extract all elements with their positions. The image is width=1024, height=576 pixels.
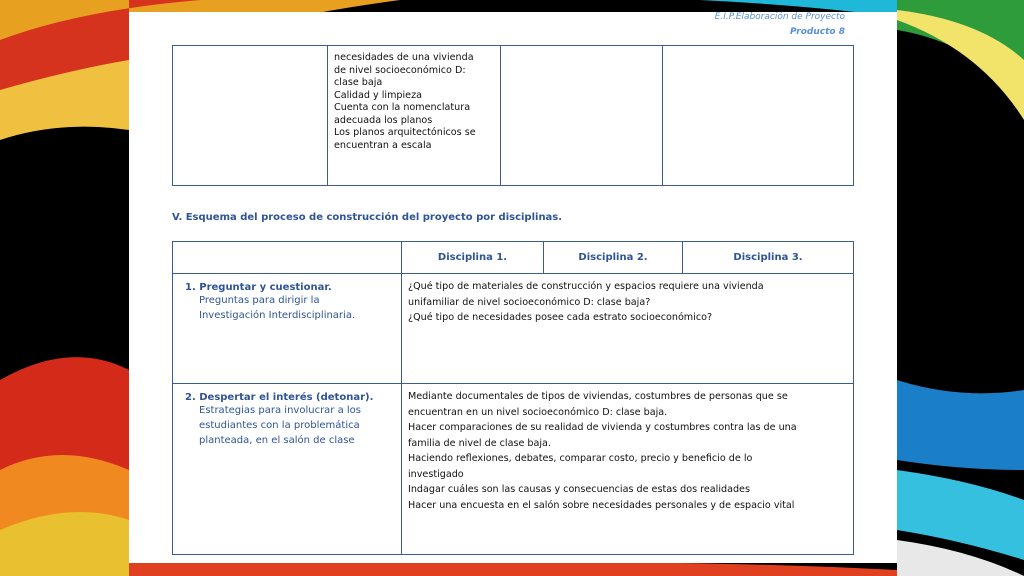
text-line: ¿Qué tipo de necesidades posee cada estrato socioeconómico? xyxy=(408,312,713,323)
table-header-discipline-3: Disciplina 3. xyxy=(683,242,854,274)
table-cell-empty xyxy=(173,46,328,186)
stage-description-line: Investigación Interdisciplinaria. xyxy=(199,310,356,321)
text-line: familia de nivel de clase baja. xyxy=(408,437,551,449)
stage-description-line: estudiantes con la problemática xyxy=(199,420,360,431)
text-line: investigado xyxy=(408,468,464,480)
stage-description-line: Estrategias para involucrar a los xyxy=(199,405,362,416)
stage-content-cell xyxy=(402,274,854,384)
text-line: de nivel socioeconómico D: xyxy=(334,64,466,76)
table-header-discipline-2: Disciplina 2. xyxy=(544,242,683,274)
table-cell-criteria xyxy=(328,46,501,186)
table-row xyxy=(173,274,854,384)
table-cell-empty xyxy=(501,46,663,186)
text-line: encuentran a escala xyxy=(334,139,432,151)
text-line: Hacer una encuesta en el salón sobre necesidades personales y de espacio vital xyxy=(408,499,795,511)
document-page xyxy=(129,12,897,563)
text-line: ¿Qué tipo de materiales de construcción y espacios requiere una vivienda xyxy=(408,281,764,292)
text-line: Haciendo reflexiones, debates, comparar costo, precio y beneficio de lo xyxy=(408,453,753,464)
header-line-2: Producto 8 xyxy=(789,27,845,37)
table-top-fragment xyxy=(172,45,854,186)
table-header-empty xyxy=(173,242,402,274)
text-line: Hacer comparaciones de su realidad de vivienda y costumbres contra las de una xyxy=(408,422,797,433)
stage-description-line: planteada, en el salón de clase xyxy=(199,435,355,446)
text-line: unifamiliar de nivel socioeconómico D: clase baja? xyxy=(408,296,651,308)
text-line: adecuada los planos xyxy=(334,114,433,126)
text-line: clase baja xyxy=(334,77,383,88)
table-cell-empty xyxy=(663,46,854,186)
stage-cell xyxy=(173,274,402,384)
header-line-1: E.I.P.Elaboración de Proyecto xyxy=(714,12,845,22)
stage-title: 1. Preguntar y cuestionar. xyxy=(185,282,332,293)
text-line: Calidad y limpieza xyxy=(334,89,422,101)
table-row xyxy=(173,384,854,555)
text-line: encuentran en un nivel socioeconómico D: clase baja. xyxy=(408,406,668,418)
text-line: Los planos arquitectónicos se xyxy=(334,127,476,138)
section-title: V. Esquema del proceso de construcción del proyecto por disciplinas. xyxy=(172,212,563,223)
stage-title: 2. Despertar el interés (detonar). xyxy=(185,392,374,403)
stage-description-line: Preguntas para dirigir la xyxy=(199,295,320,306)
text-line: Cuenta con la nomenclatura xyxy=(334,102,471,113)
text-line: Indagar cuáles son las causas y consecuencias de estas dos realidades xyxy=(408,484,750,495)
stage-cell xyxy=(173,384,402,555)
stage-content-cell xyxy=(402,384,854,555)
table-header-discipline-1: Disciplina 1. xyxy=(402,242,544,274)
text-line: Mediante documentales de tipos de viviendas, costumbres de personas que se xyxy=(408,391,788,402)
text-line: necesidades de una vivienda xyxy=(334,52,474,63)
table-disciplines xyxy=(172,241,854,555)
